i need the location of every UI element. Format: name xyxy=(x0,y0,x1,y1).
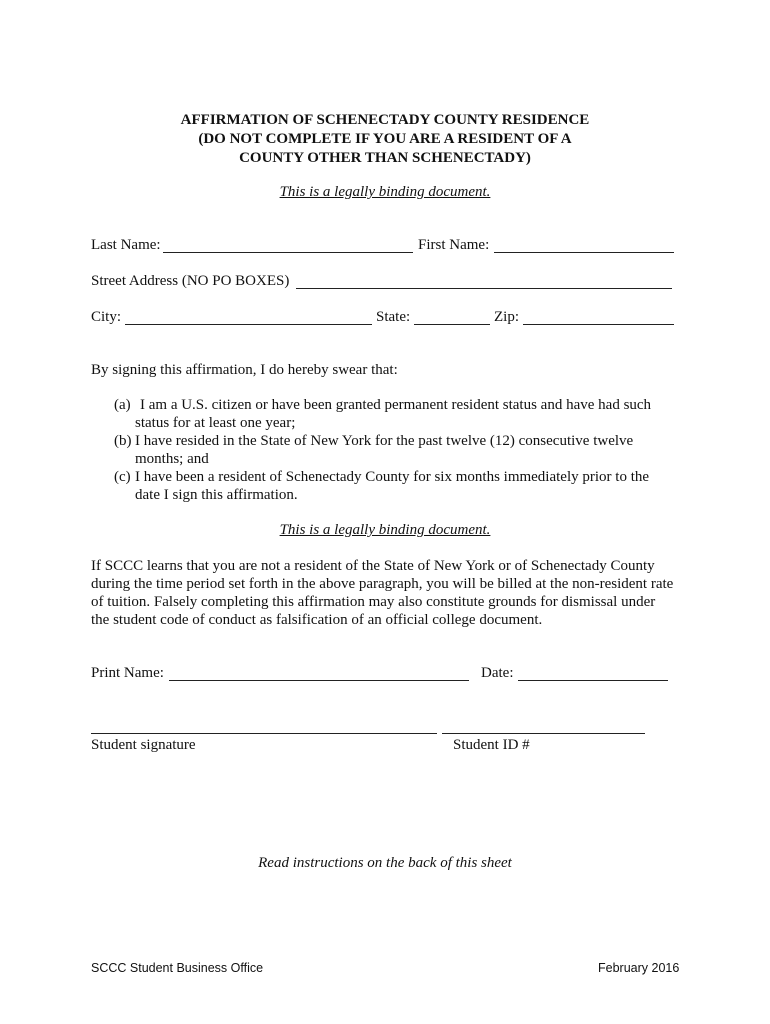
student-id-label: Student ID # xyxy=(453,737,530,753)
warning-line-4: the student code of conduct as falsification of an official college document. xyxy=(91,612,543,628)
oath-intro: By signing this affirmation, I do hereby swear that: xyxy=(91,362,398,378)
binding-notice-middle: This is a legally binding document. xyxy=(279,522,491,538)
print-name-field[interactable] xyxy=(169,680,469,681)
clause-b-marker: (b) xyxy=(114,433,132,449)
student-signature-label: Student signature xyxy=(91,737,196,753)
clause-a-line-2: status for at least one year; xyxy=(135,415,296,431)
first-name-label: First Name: xyxy=(418,237,490,253)
footer-office: SCCC Student Business Office xyxy=(91,961,264,975)
state-label: State: xyxy=(376,309,411,325)
form-title-line-1: AFFIRMATION OF SCHENECTADY COUNTY RESIDENCE xyxy=(180,112,590,128)
back-instructions-note: Read instructions on the back of this sheet xyxy=(258,855,512,871)
city-field[interactable] xyxy=(125,324,372,325)
date-field[interactable] xyxy=(518,680,668,681)
clause-a-marker: (a) xyxy=(114,397,131,413)
last-name-label: Last Name: xyxy=(91,237,161,253)
zip-label: Zip: xyxy=(494,309,519,325)
street-address-label: Street Address (NO PO BOXES) xyxy=(91,273,290,289)
form-title-line-3: COUNTY OTHER THAN SCHENECTADY) xyxy=(239,150,531,166)
clause-a-line-1: I am a U.S. citizen or have been granted permanent resident status and have had such xyxy=(140,397,652,413)
clause-b-line-2: months; and xyxy=(135,451,209,467)
clause-c-line-2: date I sign this affirmation. xyxy=(135,487,298,503)
warning-line-2: during the time period set forth in the above paragraph, you will be billed at the non-resident rate xyxy=(91,576,674,592)
first-name-field[interactable] xyxy=(494,252,674,253)
clause-c-marker: (c) xyxy=(114,469,131,485)
student-id-field[interactable] xyxy=(442,733,645,734)
clause-b-line-1: I have resided in the State of New York for the past twelve (12) consecutive twelve xyxy=(135,433,634,449)
state-field[interactable] xyxy=(414,324,490,325)
clause-c-line-1: I have been a resident of Schenectady County for six months immediately prior to the xyxy=(135,469,650,485)
zip-field[interactable] xyxy=(523,324,674,325)
date-label: Date: xyxy=(481,665,514,681)
print-name-label: Print Name: xyxy=(91,665,164,681)
city-label: City: xyxy=(91,309,122,325)
student-signature-field[interactable] xyxy=(91,733,437,734)
form-title-line-2: (DO NOT COMPLETE IF YOU ARE A RESIDENT OF A xyxy=(198,131,572,147)
warning-line-1: If SCCC learns that you are not a resident of the State of New York or of Schenectady County xyxy=(91,558,655,574)
binding-notice-top: This is a legally binding document. xyxy=(279,184,491,200)
footer-date: February 2016 xyxy=(598,961,680,975)
warning-line-3: of tuition. Falsely completing this affirmation may also constitute grounds for dismissal under xyxy=(91,594,656,610)
last-name-field[interactable] xyxy=(163,252,413,253)
street-address-field[interactable] xyxy=(296,288,672,289)
